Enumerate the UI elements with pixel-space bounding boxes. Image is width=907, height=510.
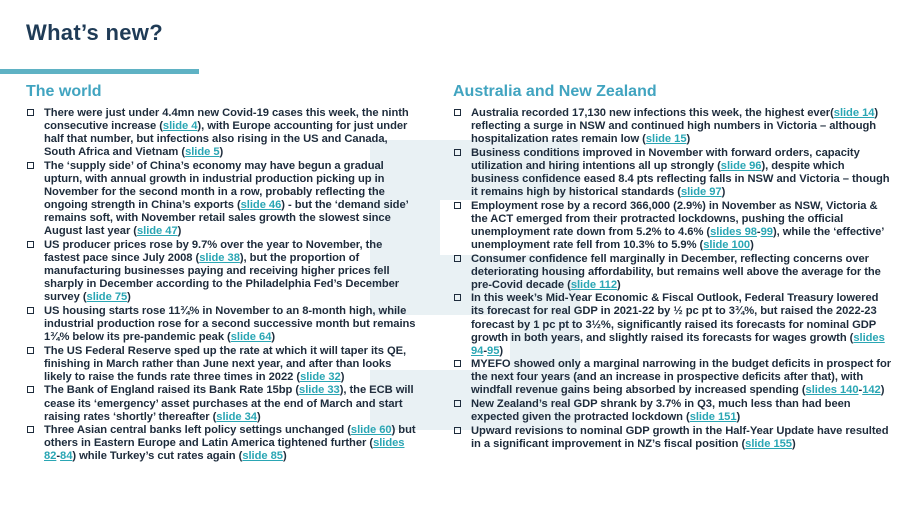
checkbox-bullet-icon xyxy=(27,307,34,314)
checkbox-bullet-icon xyxy=(27,386,34,393)
checkbox-bullet-icon xyxy=(454,255,461,262)
bullet-text: Upward revisions to nominal GDP growth in the Half-Year Update have resulted in a significant improvement in NZ’s fiscal position ( xyxy=(471,424,889,450)
title-underline xyxy=(0,69,199,74)
checkbox-bullet-icon xyxy=(454,360,461,367)
bullet-text: The ‘supply side’ of China’s economy may have begun a gradual upturn, with annual growth in industrial production picking up in November for the second month in a row, probably reflecting the ongoing strength in China’s exports ( xyxy=(44,159,385,212)
bullet-text: ), the ECB will cease its ‘emergency’ asset purchases at the end of March and start raising rates ‘shortly’ thereafter ( xyxy=(44,384,414,423)
bullet-item xyxy=(26,424,421,463)
slide-link[interactable]: slide 85 xyxy=(242,450,283,463)
bullet-text: ) xyxy=(499,344,504,357)
bullet-text: There were just under 4.4mn new Covid-19 cases this week, the ninth consecutive increase ( xyxy=(44,107,409,133)
bullet-text: ) xyxy=(256,410,261,423)
bullet-text: ) xyxy=(177,225,182,238)
bullet-item xyxy=(26,160,421,239)
checkbox-bullet-icon xyxy=(454,427,461,434)
page-title: What’s new? xyxy=(26,20,163,45)
world-column xyxy=(26,82,421,464)
bullet-text: ) but others in Eastern Europe and Latin America tightened further ( xyxy=(44,424,416,450)
bullet-text: ) xyxy=(686,133,691,146)
slide-link[interactable]: slide 5 xyxy=(185,146,220,159)
bullet-text: ), despite which business confidence eased 8.4 pts reflecting falls in NSW and Victoria – though it remains high by historical standards ( xyxy=(471,159,890,199)
bullet-text: ) xyxy=(282,450,287,463)
bullet-text: In this week’s Mid-Year Economic & Fiscal Outlook, Federal Treasury lowered its forecast for real GDP in 2021-22 by ½ pc pt to 3¾%, but raised the 2022-23 forecast by 1 pc pt to 3½%, significantly raised its forecasts for nominal GDP growth in both years, and slightly raised its forecasts for wages growth ( xyxy=(471,292,879,344)
slide-link[interactable]: 142 xyxy=(862,384,881,397)
bullet-text: ) xyxy=(271,331,276,344)
bullet-item xyxy=(453,107,893,146)
bullet-text: Three Asian central banks left policy settings unchanged ( xyxy=(44,424,351,437)
bullet-text: US producer prices rose by 9.7% over the year to November, the fastest pace since July 2008 ( xyxy=(44,238,383,265)
slide-link[interactable]: 95 xyxy=(487,344,500,357)
bullet-text: MYEFO showed only a marginal narrowing in the budget deficits in prospect for the next four years (and an increase in prospective deficits after that), with windfall revenue gains being absorbed by increased spending ( xyxy=(471,358,892,397)
bullet-text: ) reflecting a surge in NSW and continued high numbers in Victoria – although hospitalization rates remain low ( xyxy=(471,107,879,146)
slide-link[interactable]: slide 15 xyxy=(645,133,687,146)
checkbox-bullet-icon xyxy=(27,347,34,354)
slide-link[interactable]: slide 4 xyxy=(162,120,198,133)
bullet-text: ) xyxy=(750,238,754,251)
slide-link[interactable]: slides 140 xyxy=(805,384,859,397)
slide-link[interactable]: slide 46 xyxy=(240,199,282,212)
bullet-text: US housing starts rose 11¾% in November to an 8-month high, while industrial production rose for a second successive month but remains 1¾% below its pre-pandemic peak ( xyxy=(44,304,416,344)
bullet-item xyxy=(26,305,421,344)
slide-link[interactable]: slide 32 xyxy=(300,370,341,383)
bullet-item xyxy=(453,292,893,357)
slide-link[interactable]: slide 34 xyxy=(216,410,257,423)
slide-link[interactable]: slide 38 xyxy=(199,252,240,265)
slide-link[interactable]: slide 96 xyxy=(720,159,762,172)
bullet-text: - xyxy=(483,344,488,357)
bullet-text: ) xyxy=(127,291,131,304)
bullet-text: ) xyxy=(880,384,885,397)
bullet-text: ) xyxy=(617,278,621,291)
bullet-text: Consumer confidence fell marginally in December, reflecting concerns over deteriorating housing affordability, but remains well above the average for the pre-Covid decade ( xyxy=(471,252,881,291)
checkbox-bullet-icon xyxy=(27,241,34,248)
slide-link[interactable]: slides 98 xyxy=(710,225,757,238)
bullet-item xyxy=(26,345,421,384)
slide-link[interactable]: slide 155 xyxy=(745,437,792,450)
bullet-item xyxy=(26,239,421,304)
slide-link[interactable]: slide 33 xyxy=(299,384,340,397)
world-bullet-list xyxy=(26,107,421,464)
bullet-text: ) xyxy=(340,370,345,383)
checkbox-bullet-icon xyxy=(27,162,34,169)
bullet-text: ), but the proportion of manufacturing businesses paying and receiving higher prices fell sharply in December according to the Philadelphia Fed’s December survey ( xyxy=(44,252,400,304)
slide-link[interactable]: slide 60 xyxy=(350,424,392,437)
bullet-text: - xyxy=(858,384,863,397)
bullet-text: The Bank of England raised its Bank Rate 15bp ( xyxy=(44,384,300,397)
bullet-item xyxy=(453,253,893,292)
aus-nz-bullet-list xyxy=(453,107,893,451)
bullet-text: ) while Turkey’s cut rates again ( xyxy=(72,450,243,463)
slide-link[interactable]: slide 75 xyxy=(86,291,128,304)
bullet-text: ) - but the ‘demand side’ remains soft, with November retail sales growth the slowest since August last year ( xyxy=(44,199,409,238)
checkbox-bullet-icon xyxy=(27,109,34,116)
bullet-text: New Zealand’s real GDP shrank by 3.7% in Q3, much less than had been expected given the protracted lockdown ( xyxy=(471,398,851,424)
slide-link[interactable]: slide 64 xyxy=(230,331,272,344)
checkbox-bullet-icon xyxy=(27,426,34,433)
bullet-text: Business conditions improved in November with forward orders, capacity utilization and hiring intentions all up strongly ( xyxy=(471,146,860,172)
bullet-item xyxy=(26,384,421,423)
aus-nz-heading: Australia and New Zealand xyxy=(453,83,657,100)
bullet-text: - xyxy=(756,225,761,238)
bullet-item xyxy=(453,200,893,252)
bullet-text: ), while the ‘effective’ unemployment rate fell from 10.3% to 5.9% ( xyxy=(471,225,884,251)
bullet-item xyxy=(453,147,893,199)
bullet-text: - xyxy=(56,450,61,463)
bullet-text: ) xyxy=(721,186,726,199)
bullet-text: ), with Europe accounting for just under half that number, but infections also rising in the US and Canada, South Africa and Vietnam ( xyxy=(44,120,408,159)
bullet-text: Employment rose by a record 366,000 (2.9%) in November as NSW, Victoria & the ACT emerged from their protracted lockdowns, pushing the official unemployment rate down from 5.2% to 4.6% ( xyxy=(471,199,878,238)
bullet-text: The US Federal Reserve sped up the rate at which it will taper its QE, finishing in March rather than June next year, and after than looks likely to raise the funds rate three times in 2022 ( xyxy=(44,344,407,383)
slide-link[interactable]: slide 14 xyxy=(833,107,875,119)
slide-link[interactable]: slide 47 xyxy=(136,225,178,238)
bullet-text: ) xyxy=(219,146,224,159)
checkbox-bullet-icon xyxy=(454,400,461,407)
slide-link[interactable]: slides 94 xyxy=(471,331,885,357)
slide-link[interactable]: 99 xyxy=(760,225,773,238)
slide-link[interactable]: slide 112 xyxy=(570,278,618,291)
checkbox-bullet-icon xyxy=(454,294,461,301)
slide-link[interactable]: slide 97 xyxy=(680,186,722,199)
world-heading: The world xyxy=(26,83,102,100)
checkbox-bullet-icon xyxy=(454,149,461,156)
bullet-item xyxy=(26,107,421,159)
checkbox-bullet-icon xyxy=(454,202,461,209)
bullet-item xyxy=(453,358,893,397)
bullet-text: ) xyxy=(791,437,796,450)
slide-link[interactable]: slides 82 xyxy=(44,437,405,463)
bullet-item xyxy=(453,398,893,424)
bullet-text: Australia recorded 17,130 new infections this week, the highest ever( xyxy=(471,107,834,119)
slide-link[interactable]: 84 xyxy=(60,450,73,463)
bullet-item xyxy=(453,425,893,451)
slide-link[interactable]: slide 100 xyxy=(703,238,751,251)
bullet-text: ) xyxy=(736,411,741,424)
checkbox-bullet-icon xyxy=(454,109,461,116)
aus-nz-column xyxy=(453,82,893,451)
slide-link[interactable]: slide 151 xyxy=(689,411,737,424)
